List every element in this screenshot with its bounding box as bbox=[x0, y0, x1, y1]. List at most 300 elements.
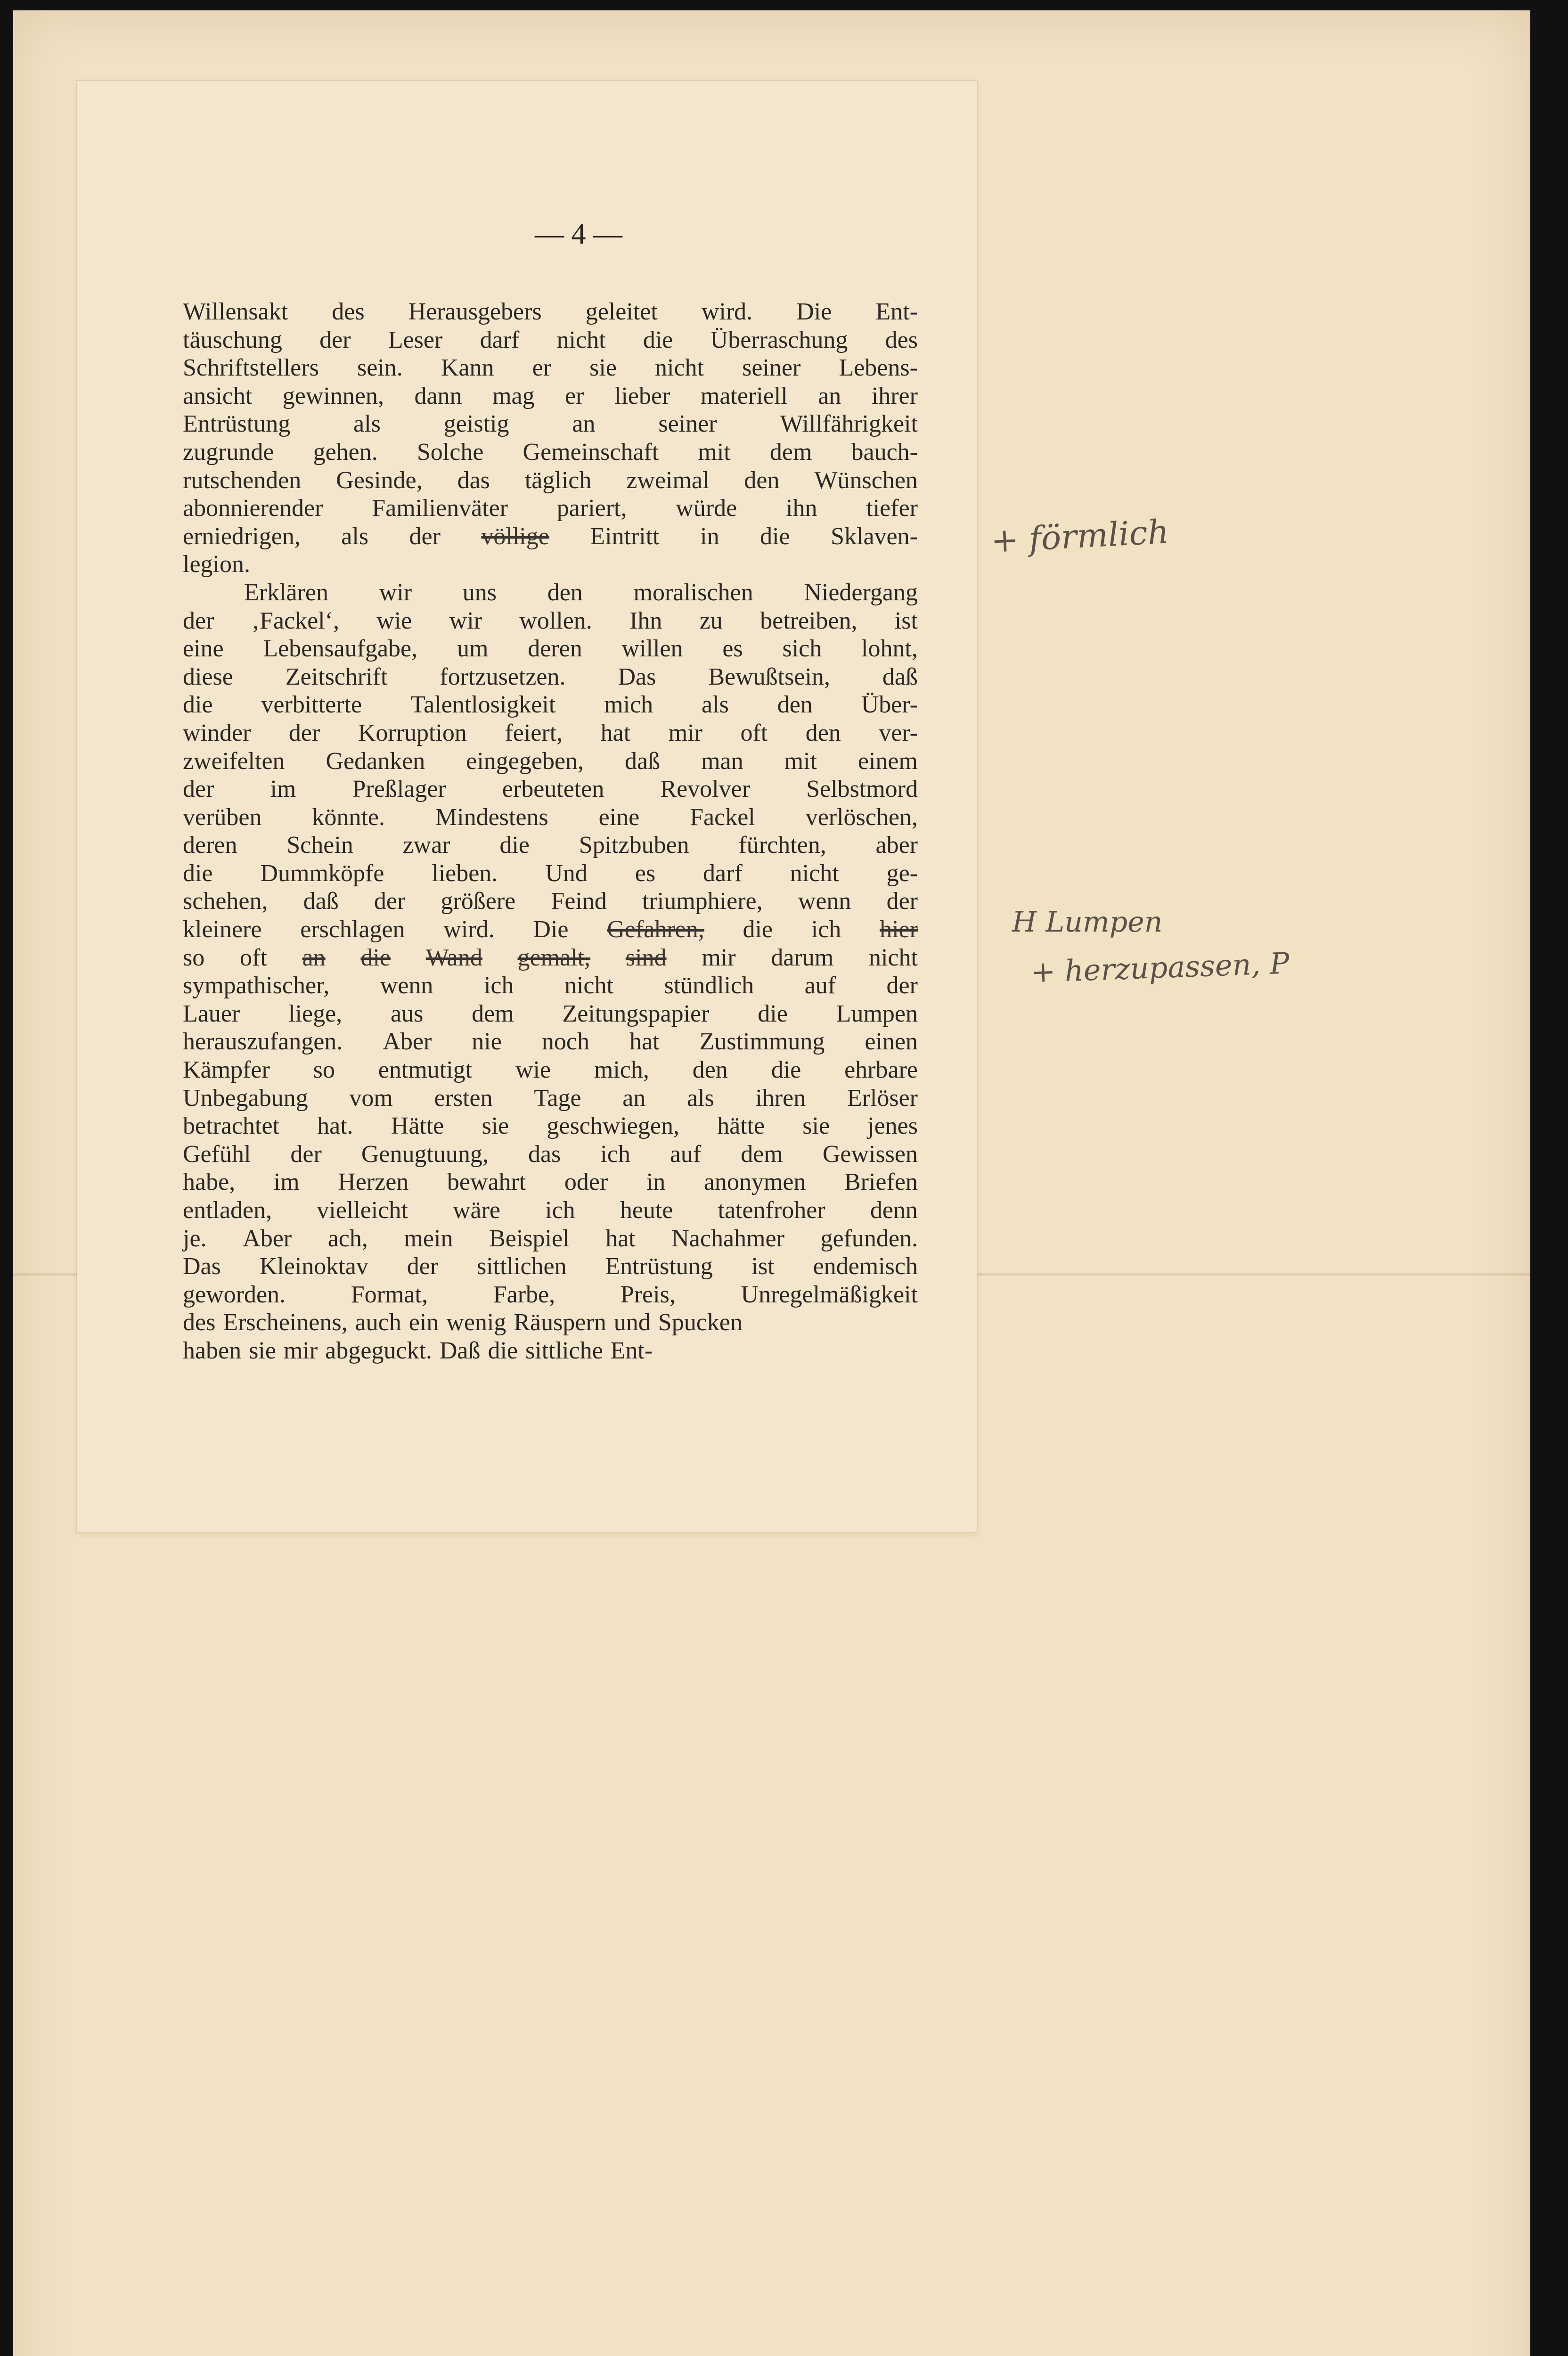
text-line bbox=[183, 663, 918, 691]
word: sittliche bbox=[525, 1337, 603, 1364]
word: Tage bbox=[534, 1084, 581, 1112]
word: darf bbox=[703, 859, 743, 887]
text-line bbox=[183, 916, 918, 944]
word: mich bbox=[604, 691, 653, 719]
text-line bbox=[183, 887, 918, 916]
text-line bbox=[183, 1309, 918, 1337]
word: Das bbox=[618, 663, 656, 690]
text-line bbox=[183, 1056, 918, 1084]
word: schehen, bbox=[183, 888, 268, 915]
word: verlöschen, bbox=[805, 803, 918, 831]
word: Schein bbox=[286, 832, 353, 859]
word: die bbox=[758, 1000, 788, 1027]
word: materiell bbox=[700, 382, 788, 409]
word: könnte. bbox=[312, 803, 385, 831]
word: die bbox=[499, 832, 530, 859]
word: so bbox=[313, 1056, 335, 1084]
text-line bbox=[183, 635, 918, 663]
word: Korruption bbox=[358, 719, 467, 746]
word: Solche bbox=[416, 438, 484, 466]
word: als bbox=[686, 1084, 714, 1112]
word: betreiben, bbox=[760, 607, 858, 634]
word: wenig bbox=[446, 1309, 506, 1336]
word: erschlagen bbox=[300, 916, 405, 943]
word: herauszufangen. bbox=[183, 1028, 343, 1055]
text-line bbox=[183, 326, 918, 354]
word: Kann bbox=[441, 354, 494, 382]
word: die bbox=[183, 859, 213, 887]
word: Leser bbox=[388, 326, 443, 353]
word: nicht bbox=[790, 859, 839, 887]
word: eingegeben, bbox=[466, 747, 584, 775]
word: Und bbox=[545, 859, 588, 887]
word: der bbox=[183, 776, 214, 803]
word: noch bbox=[541, 1028, 589, 1055]
word: Farbe, bbox=[493, 1281, 555, 1308]
word: zugrunde bbox=[183, 438, 274, 466]
text-line bbox=[183, 691, 918, 719]
word: Ent- bbox=[610, 1337, 653, 1364]
word: deren bbox=[183, 832, 237, 859]
word: Daß bbox=[439, 1337, 481, 1364]
word: kleinere bbox=[183, 916, 262, 943]
word: Überraschung bbox=[710, 326, 848, 353]
word: gewinnen, bbox=[282, 382, 384, 409]
word: mir bbox=[283, 1337, 318, 1364]
text-line bbox=[183, 831, 918, 859]
word: ihren bbox=[755, 1084, 806, 1112]
word: entmutigt bbox=[378, 1056, 473, 1084]
word: Preis, bbox=[620, 1281, 676, 1308]
word: den bbox=[744, 466, 780, 494]
word: tiefer bbox=[866, 495, 918, 522]
word: den bbox=[805, 719, 841, 746]
word: Mindestens bbox=[435, 803, 548, 831]
text-line bbox=[183, 1196, 918, 1225]
word: darum bbox=[771, 944, 834, 971]
word: die bbox=[488, 1337, 518, 1364]
word: Gedanken bbox=[326, 747, 425, 775]
word: fürchten, bbox=[738, 832, 826, 859]
word: Kämpfer bbox=[183, 1056, 270, 1084]
word: die bbox=[771, 1056, 801, 1084]
word: sie bbox=[802, 1113, 830, 1140]
text-line bbox=[183, 803, 918, 832]
word: Gesinde, bbox=[336, 466, 423, 494]
word: Gewissen bbox=[822, 1140, 918, 1168]
word: Entrüstung bbox=[605, 1253, 713, 1280]
word: Spucken bbox=[658, 1309, 743, 1336]
word: sein. bbox=[357, 354, 403, 382]
word: Lebens- bbox=[839, 354, 918, 382]
word: der bbox=[407, 1253, 439, 1280]
word: zwar bbox=[402, 832, 450, 859]
word: ist bbox=[751, 1253, 775, 1280]
word: Wand bbox=[425, 944, 482, 971]
word: Lumpen bbox=[836, 1000, 918, 1027]
word: aber bbox=[875, 832, 918, 859]
text-line bbox=[183, 944, 918, 972]
word: ich bbox=[600, 1140, 630, 1168]
word: in bbox=[646, 1169, 666, 1196]
word: man bbox=[701, 747, 743, 775]
word: entladen, bbox=[183, 1197, 272, 1224]
word: Unbegabung bbox=[183, 1084, 308, 1112]
word: im bbox=[273, 1169, 300, 1196]
word: Genugtuung, bbox=[361, 1140, 489, 1168]
word: lohnt, bbox=[861, 635, 918, 663]
word: vom bbox=[349, 1084, 393, 1112]
word: endemisch bbox=[813, 1253, 918, 1280]
word: Zeitschrift bbox=[285, 663, 388, 690]
text-line bbox=[183, 747, 918, 776]
word: Schriftstellers bbox=[183, 354, 319, 382]
word: ihrer bbox=[871, 382, 918, 409]
word: uns bbox=[462, 579, 497, 606]
word: hier bbox=[880, 916, 918, 943]
text-line bbox=[183, 1084, 918, 1113]
text-line bbox=[183, 382, 918, 410]
word: verbitterte bbox=[261, 691, 362, 719]
word: er bbox=[565, 382, 584, 409]
word: Talentlosigkeit bbox=[410, 691, 556, 719]
word: wird. bbox=[701, 298, 753, 325]
word: Briefen bbox=[844, 1169, 918, 1196]
word: eine bbox=[598, 803, 640, 831]
word: bauch- bbox=[851, 438, 918, 466]
word: fortzusetzen. bbox=[440, 663, 566, 690]
text-line bbox=[183, 859, 918, 888]
word: habe, bbox=[183, 1169, 236, 1196]
word: der bbox=[374, 888, 406, 915]
text-line bbox=[183, 354, 918, 382]
word: ‚Fackel‘, bbox=[251, 607, 339, 634]
word: zu bbox=[699, 607, 723, 634]
word: Feind bbox=[551, 888, 607, 915]
word: im bbox=[270, 776, 296, 803]
word: wäre bbox=[452, 1197, 500, 1224]
text-line bbox=[183, 972, 918, 1000]
word: Beispiel bbox=[489, 1225, 570, 1252]
word: Unregelmäßigkeit bbox=[741, 1281, 918, 1308]
word: Selbstmord bbox=[806, 776, 918, 803]
word: den bbox=[777, 691, 813, 719]
text-line bbox=[183, 1112, 918, 1140]
word: sie bbox=[589, 354, 617, 382]
word: hat. bbox=[317, 1113, 353, 1140]
page-number: — 4 — bbox=[535, 218, 622, 250]
word: jenes bbox=[867, 1113, 918, 1140]
word: willen bbox=[621, 635, 683, 663]
word: moralischen bbox=[633, 579, 753, 606]
word: mein bbox=[404, 1225, 453, 1252]
text-line bbox=[183, 438, 918, 466]
word: und bbox=[613, 1309, 651, 1336]
text-line bbox=[183, 550, 918, 579]
word: nie bbox=[472, 1028, 502, 1055]
word: des bbox=[885, 326, 918, 353]
word: die bbox=[760, 523, 790, 550]
word: es bbox=[722, 635, 743, 663]
word: daß bbox=[303, 888, 339, 915]
word: ehrbare bbox=[844, 1056, 918, 1084]
word: täglich bbox=[524, 466, 592, 494]
word: ihn bbox=[786, 495, 817, 522]
text-column bbox=[183, 298, 918, 1365]
text-line bbox=[183, 1140, 918, 1169]
word: legion. bbox=[183, 551, 250, 578]
word: nicht bbox=[868, 944, 918, 971]
word: hat bbox=[605, 1225, 636, 1252]
text-line bbox=[183, 1337, 918, 1365]
word: feiert, bbox=[505, 719, 563, 746]
word: Willfährigkeit bbox=[780, 410, 918, 438]
word: Revolver bbox=[660, 776, 751, 803]
word: geleitet bbox=[585, 298, 658, 325]
word: der bbox=[288, 719, 320, 746]
word: Spitzbuben bbox=[579, 832, 689, 859]
text-line bbox=[183, 607, 918, 635]
word: triumphiere, bbox=[642, 888, 763, 915]
word: Eintritt bbox=[590, 523, 660, 550]
word: lieben. bbox=[432, 859, 498, 887]
text-line bbox=[183, 1225, 918, 1253]
text-line bbox=[183, 523, 918, 551]
word: mir bbox=[702, 944, 736, 971]
word: ansicht bbox=[183, 382, 253, 409]
word: haben bbox=[183, 1337, 242, 1364]
word: oft bbox=[740, 719, 768, 746]
word: Ihn bbox=[629, 607, 662, 634]
word: vielleicht bbox=[317, 1197, 408, 1224]
word: mit bbox=[698, 438, 731, 466]
archive-sheet bbox=[13, 10, 1530, 2356]
word: sympathischer, bbox=[183, 972, 330, 999]
word: Hätte bbox=[391, 1113, 444, 1140]
word: das bbox=[528, 1140, 561, 1168]
word: er bbox=[532, 354, 552, 382]
word: des bbox=[183, 1309, 216, 1336]
word: einen bbox=[865, 1028, 918, 1055]
word: wir bbox=[449, 607, 482, 634]
word: erniedrigen, bbox=[183, 523, 301, 550]
word: Sklaven- bbox=[831, 523, 918, 550]
word: anonymen bbox=[703, 1169, 806, 1196]
word: mich, bbox=[594, 1056, 649, 1084]
word: ist bbox=[894, 607, 918, 634]
word: die bbox=[360, 944, 391, 971]
word: Die bbox=[533, 916, 569, 943]
word: gefunden. bbox=[820, 1225, 918, 1252]
word: Nachahmer bbox=[671, 1225, 784, 1252]
word: stündlich bbox=[664, 972, 754, 999]
word: täuschung bbox=[183, 326, 282, 353]
word: es bbox=[635, 859, 656, 887]
word: gehen. bbox=[313, 438, 378, 466]
word: der bbox=[319, 326, 351, 353]
word: seiner bbox=[742, 354, 801, 382]
word: die bbox=[183, 691, 213, 719]
text-line bbox=[183, 719, 918, 747]
word: Über- bbox=[861, 691, 918, 719]
text-line bbox=[183, 298, 918, 326]
word: Erscheinens, bbox=[223, 1309, 348, 1336]
marginal-note: H Lumpen bbox=[1012, 906, 1163, 939]
word: oder bbox=[564, 1169, 608, 1196]
word: Format, bbox=[351, 1281, 428, 1308]
word: sind bbox=[625, 944, 667, 971]
word: auf bbox=[670, 1140, 702, 1168]
word: heute bbox=[620, 1197, 673, 1224]
word: ich bbox=[811, 916, 841, 943]
word: mir bbox=[668, 719, 702, 746]
text-line bbox=[183, 1028, 918, 1056]
word: an bbox=[818, 382, 841, 409]
word: geistig bbox=[443, 410, 509, 438]
word: Preßlager bbox=[352, 776, 446, 803]
word: als bbox=[702, 691, 729, 719]
word: pariert, bbox=[556, 495, 627, 522]
word: hat bbox=[600, 719, 631, 746]
marginal-note: + förmlich bbox=[990, 512, 1170, 560]
text-line bbox=[183, 466, 918, 495]
word: Familienväter bbox=[372, 495, 508, 522]
word: deren bbox=[528, 635, 582, 663]
word: an bbox=[302, 944, 326, 971]
word: rutschenden bbox=[183, 466, 302, 494]
word: der bbox=[290, 1140, 322, 1168]
word: Gemeinschaft bbox=[523, 438, 659, 466]
word: die bbox=[743, 916, 773, 943]
word: wollen. bbox=[519, 607, 592, 634]
word: als bbox=[353, 410, 381, 438]
word: einem bbox=[858, 747, 918, 775]
word: erbeuteten bbox=[502, 776, 604, 803]
word: mag bbox=[492, 382, 535, 409]
word: Gefühl bbox=[183, 1140, 251, 1168]
word: nicht bbox=[655, 354, 704, 382]
word: ge- bbox=[886, 859, 918, 887]
word: als bbox=[341, 523, 369, 550]
word: wie bbox=[515, 1056, 551, 1084]
word: verüben bbox=[183, 803, 262, 831]
word: tatenfroher bbox=[718, 1197, 825, 1224]
word: Herausgebers bbox=[408, 298, 542, 325]
word: lieber bbox=[614, 382, 670, 409]
word: sich bbox=[782, 635, 822, 663]
word: Aber bbox=[383, 1028, 432, 1055]
text-line bbox=[183, 579, 918, 607]
word: Die bbox=[796, 298, 832, 325]
text-line bbox=[183, 1281, 918, 1309]
word: Willensakt bbox=[183, 298, 288, 325]
word: dem bbox=[741, 1140, 783, 1168]
word: betrachtet bbox=[183, 1113, 279, 1140]
word: wie bbox=[376, 607, 412, 634]
word: Bewußtsein, bbox=[708, 663, 830, 690]
word: Entrüstung bbox=[183, 410, 291, 438]
word: wird. bbox=[443, 916, 495, 943]
word: des bbox=[332, 298, 365, 325]
word: der bbox=[886, 888, 918, 915]
word: wenn bbox=[798, 888, 851, 915]
word: Erklären bbox=[244, 579, 329, 606]
word: ver- bbox=[879, 719, 918, 746]
word: daß bbox=[882, 663, 918, 690]
word: an bbox=[572, 410, 596, 438]
word: Das bbox=[183, 1253, 221, 1280]
word: sie bbox=[482, 1113, 509, 1140]
text-line bbox=[183, 775, 918, 803]
word: abgeguckt. bbox=[325, 1337, 432, 1364]
word: Lebensaufgabe, bbox=[263, 635, 418, 663]
word: aus bbox=[391, 1000, 424, 1027]
word: dann bbox=[414, 382, 462, 409]
word: die bbox=[643, 326, 673, 353]
word: ein bbox=[408, 1309, 439, 1336]
word: gemalt, bbox=[517, 944, 591, 971]
word: dem bbox=[472, 1000, 514, 1027]
marginal-note: + herzupassen, P bbox=[1030, 946, 1290, 990]
word: sittlichen bbox=[476, 1253, 567, 1280]
word: oft bbox=[240, 944, 267, 971]
word: Räuspern bbox=[514, 1309, 606, 1336]
word: würde bbox=[676, 495, 737, 522]
word: ach, bbox=[327, 1225, 368, 1252]
word: mit bbox=[784, 747, 817, 775]
text-line bbox=[183, 1168, 918, 1196]
word: nicht bbox=[564, 972, 613, 999]
word: der bbox=[886, 972, 918, 999]
word: auch bbox=[355, 1309, 401, 1336]
word: Zustimmung bbox=[699, 1028, 825, 1055]
text-line bbox=[183, 410, 918, 438]
word: ersten bbox=[434, 1084, 493, 1112]
word: dem bbox=[769, 438, 812, 466]
word: abonnierender bbox=[183, 495, 323, 522]
word: Erlöser bbox=[847, 1084, 918, 1112]
word: wir bbox=[379, 579, 412, 606]
word: zweimal bbox=[626, 466, 710, 494]
word: Wünschen bbox=[814, 466, 918, 494]
word: denn bbox=[870, 1197, 918, 1224]
word: der bbox=[409, 523, 441, 550]
word: bewahrt bbox=[447, 1169, 526, 1196]
word: diese bbox=[183, 663, 233, 690]
word: liege, bbox=[288, 1000, 343, 1027]
word: an bbox=[622, 1084, 646, 1112]
word: seiner bbox=[658, 410, 717, 438]
word: auf bbox=[804, 972, 836, 999]
text-line bbox=[183, 494, 918, 523]
word: das bbox=[457, 466, 490, 494]
text-line bbox=[183, 1252, 918, 1281]
word: geschwiegen, bbox=[547, 1113, 679, 1140]
word: Niedergang bbox=[804, 579, 918, 606]
word: je. bbox=[183, 1225, 207, 1252]
word: der bbox=[183, 607, 214, 634]
word: ich bbox=[483, 972, 514, 999]
word: Fackel bbox=[690, 803, 755, 831]
word: daß bbox=[625, 747, 661, 775]
word: Aber bbox=[243, 1225, 292, 1252]
word: nicht bbox=[556, 326, 606, 353]
word: größere bbox=[441, 888, 516, 915]
word: so bbox=[183, 944, 205, 971]
word: Gefahren, bbox=[607, 916, 704, 943]
word: Lauer bbox=[183, 1000, 240, 1027]
word: den bbox=[547, 579, 583, 606]
